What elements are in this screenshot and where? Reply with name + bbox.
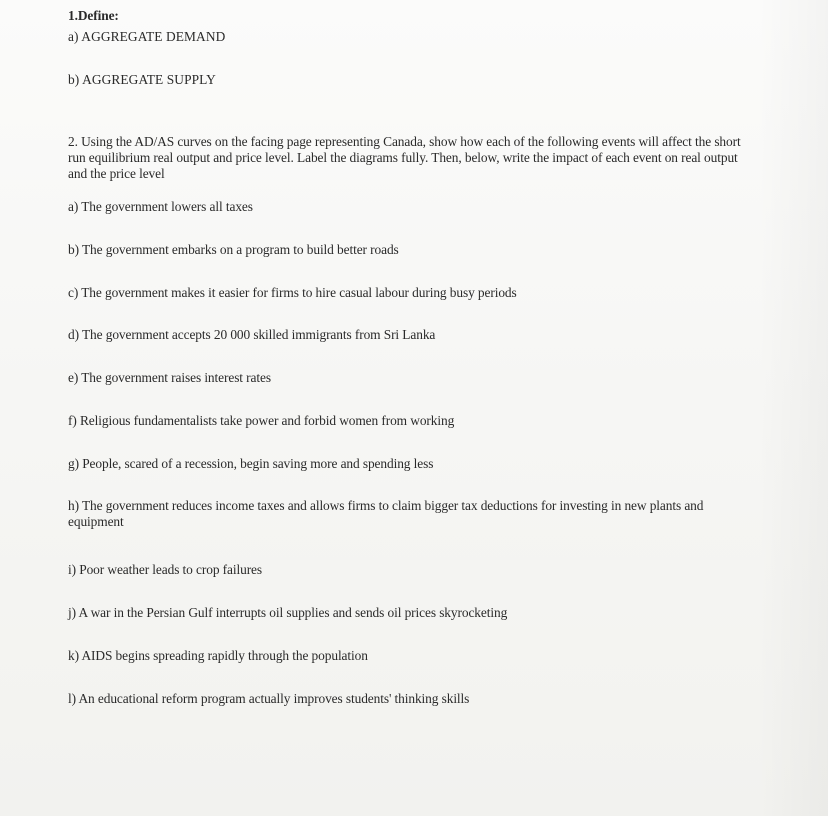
event-item-k: k) AIDS begins spreading rapidly through the population <box>68 648 368 663</box>
event-item-j: j) A war in the Persian Gulf interrupts oil supplies and sends oil prices skyrocketing <box>68 605 508 620</box>
event-item-f: f) Religious fundamentalists take power and forbid women from working <box>68 413 455 428</box>
define-item-a: a) AGGREGATE DEMAND <box>68 29 226 44</box>
event-item-h: h) The government reduces income taxes and allows firms to claim bigger tax deductions for investing in new plants and equipment <box>68 498 704 529</box>
question-1-heading: 1.Define: <box>68 8 119 23</box>
event-item-d: d) The government accepts 20 000 skilled immigrants from Sri Lanka <box>68 327 436 342</box>
event-item-i: i) Poor weather leads to crop failures <box>68 562 263 577</box>
event-item-a: a) The government lowers all taxes <box>68 199 253 214</box>
event-item-g: g) People, scared of a recession, begin saving more and spending less <box>68 456 434 471</box>
event-item-c: c) The government makes it easier for firms to hire casual labour during busy periods <box>68 285 517 300</box>
define-item-b: b) AGGREGATE SUPPLY <box>68 72 216 87</box>
page-fold-shadow <box>758 0 828 816</box>
question-2-intro: 2. Using the AD/AS curves on the facing page representing Canada, show how each of the following events will affect the short run equilibrium real output and price level. Label the diagrams fully. Then, below, write the impact of each event on real output and the price level <box>68 134 741 181</box>
event-item-e: e) The government raises interest rates <box>68 370 271 385</box>
event-item-b: b) The government embarks on a program to build better roads <box>68 242 399 257</box>
event-item-l: l) An educational reform program actually improves students' thinking skills <box>68 691 470 706</box>
